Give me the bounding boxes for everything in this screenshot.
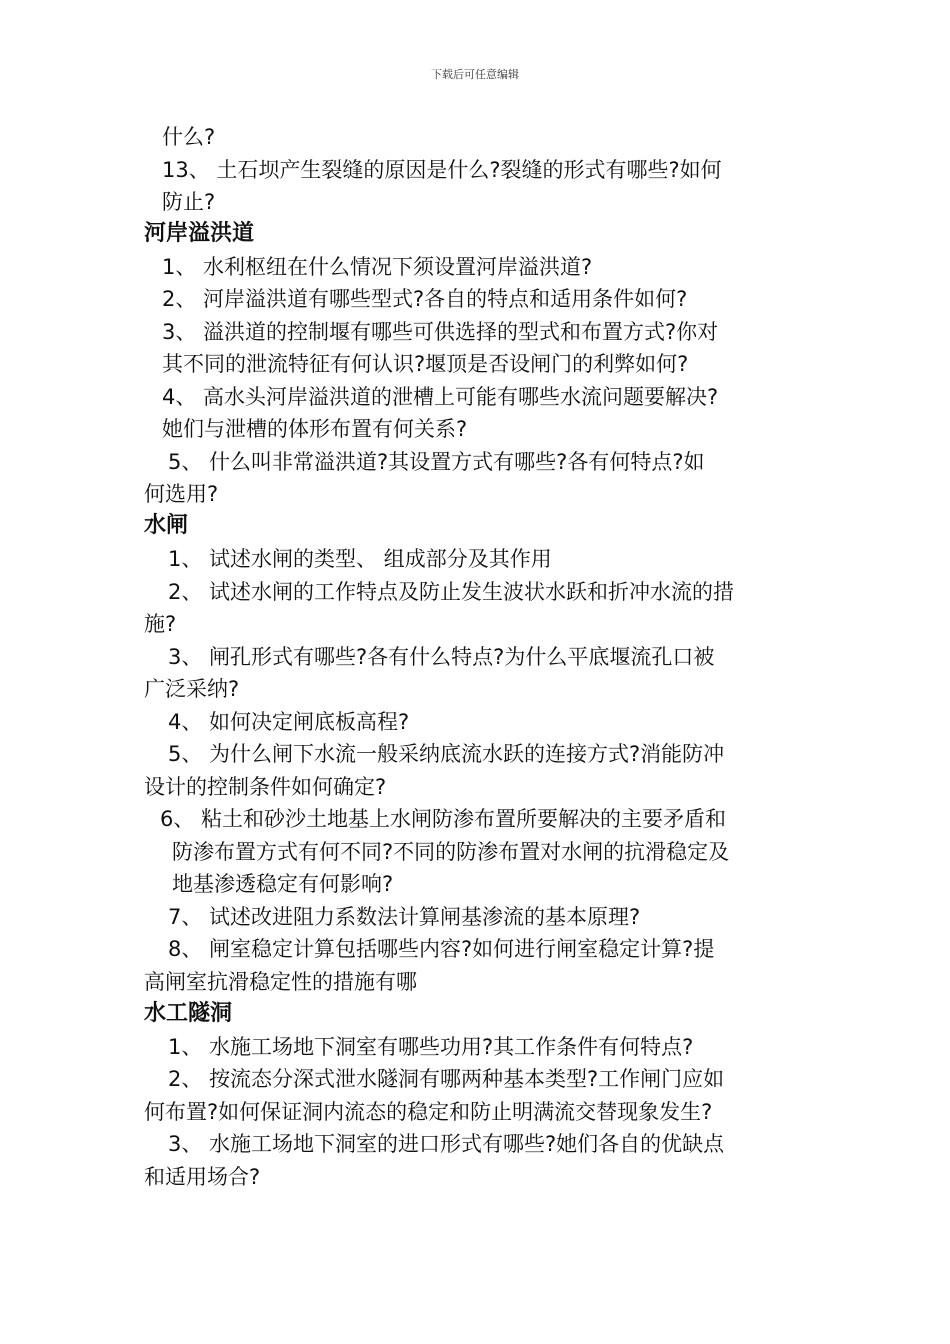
text-line: 地基渗透稳定有何影响? [172,872,394,896]
question-item: 1、 水利枢纽在什么情况下须设置河岸溢洪道? [162,255,593,279]
text-line: 设计的控制条件如何确定? [144,775,387,799]
question-item: 1、 水施工场地下洞室有哪些功用?其工作条件有何特点? [168,1035,694,1059]
question-item: 8、 闸室稳定计算包括哪些内容?如何进行闸室稳定计算?提 [168,937,715,961]
question-item: 3、 闸孔形式有哪些?各有什么特点?为什么平底堰流孔口被 [168,645,715,669]
section-heading: 水工隧洞 [144,1001,233,1026]
text-line: 防止? [162,190,216,214]
text-line: 什么? [162,125,216,149]
question-item: 4、 如何决定闸底板高程? [168,710,410,734]
section-heading: 水闸 [144,513,189,538]
text-line: 和适用场合? [144,1165,261,1189]
question-item: 7、 试述改进阻力系数法计算闸基渗流的基本原理? [168,905,641,929]
question-item: 5、 什么叫非常溢洪道?其设置方式有哪些?各有何特点?如 [168,450,705,474]
question-item: 3、 溢洪道的控制堰有哪些可供选择的型式和布置方式?你对 [162,320,719,344]
text-line: 其不同的泄流特征有何认识?堰顶是否设闸门的利弊如何? [162,352,689,376]
question-item: 13、 土石坝产生裂缝的原因是什么?裂缝的形式有哪些?如何 [162,158,722,182]
text-line: 高闸室抗滑稳定性的措施有哪 [144,970,417,994]
question-item: 1、 试述水闸的类型、 组成部分及其作用 [168,547,552,571]
question-item: 6、 粘土和砂沙土地基上水闸防渗布置所要解决的主要矛盾和 [160,807,727,831]
text-line: 防渗布置方式有何不同?不同的防渗布置对水闸的抗滑稳定及 [172,840,730,864]
question-item: 3、 水施工场地下洞室的进口形式有哪些?她们各自的优缺点 [168,1132,725,1156]
text-line: 何选用? [144,482,219,506]
text-line: 她们与泄槽的体形布置有何关系? [162,417,468,441]
question-item: 2、 按流态分深式泄水隧洞有哪两种基本类型?工作闸门应如 [168,1067,725,1091]
section-heading: 河岸溢洪道 [144,221,255,246]
page-header: 下载后可任意编辑 [431,68,519,81]
text-line: 施? [144,612,177,636]
text-line: 广泛采纳? [144,677,240,701]
question-item: 5、 为什么闸下水流一般采纳底流水跃的连接方式?消能防冲 [168,742,725,766]
question-item: 2、 试述水闸的工作特点及防止发生波状水跃和折冲水流的措 [168,580,735,604]
question-item: 4、 高水头河岸溢洪道的泄槽上可能有哪些水流问题要解决? [162,385,719,409]
text-line: 何布置?如何保证洞内流态的稳定和防止明满流交替现象发生? [144,1100,713,1124]
question-item: 2、 河岸溢洪道有哪些型式?各自的特点和适用条件如何? [162,287,688,311]
